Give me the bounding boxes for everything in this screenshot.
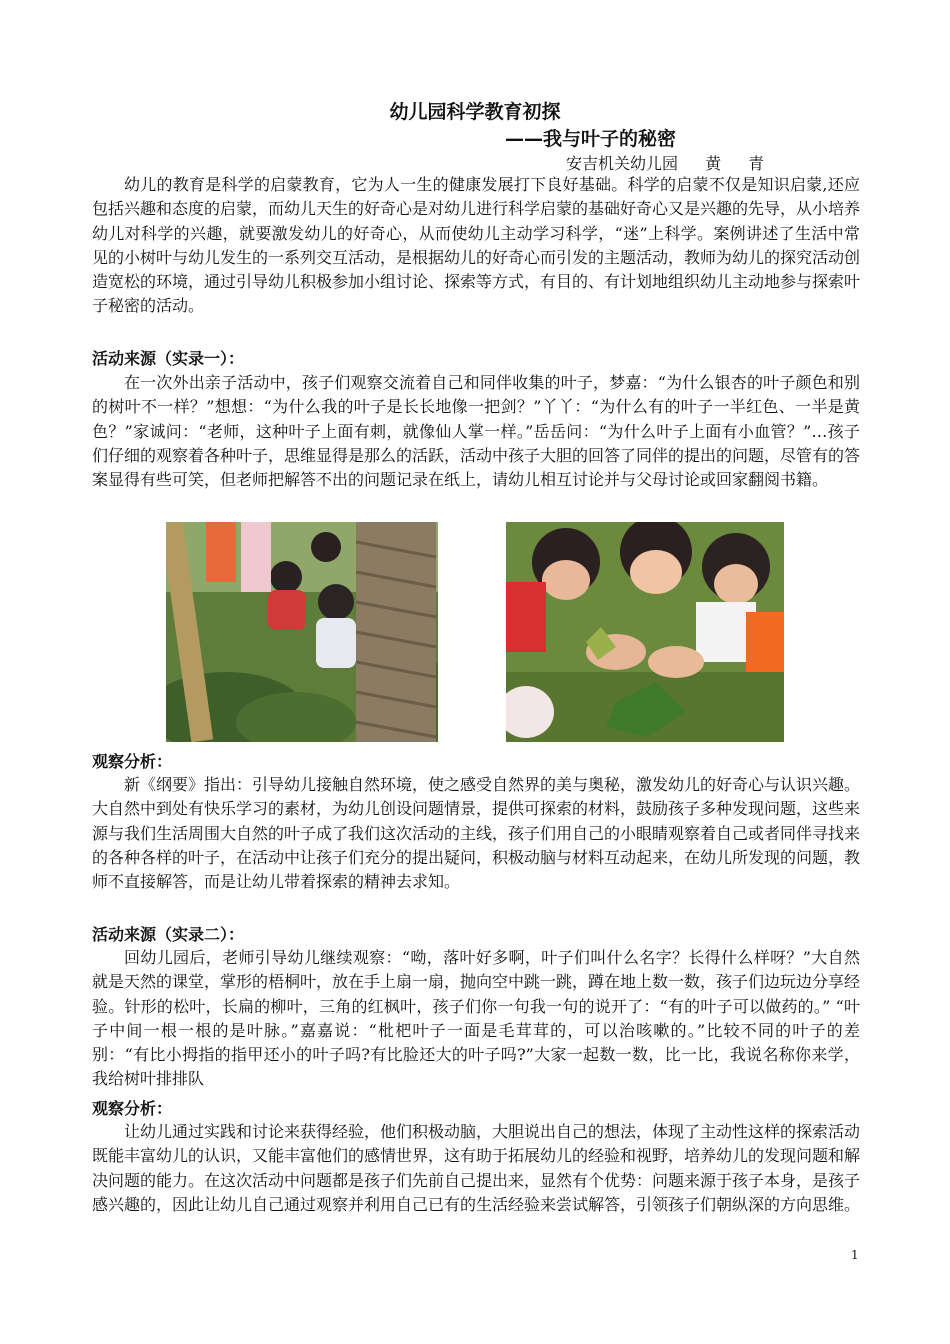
section1-paragraph [92, 371, 860, 492]
analysis1-heading: 观察分析： [92, 752, 173, 771]
intro-text: 幼儿的教育是科学的启蒙教育，它为人一生的健康发展打下良好基础。科学的启蒙不仅是知识启蒙,还应包括兴趣和态度的启蒙，而幼儿天生的好奇心是对幼儿进行科学启蒙的基础好奇心又是兴趣的先导，从小培养幼儿对科学的兴趣，就要激发幼儿的好奇心，从而使幼儿主动学习科学，“迷”上科学。案例讲述了生活中常见的小树叶与幼儿发生的一系列交互活动，是根据幼儿的好奇心而引发的主题活动，教师为幼儿的探究活动创造宽松的环境，通过引导幼儿积极参加小组讨论、探索等方式，有目的、有计划地组织幼儿主动地参与探索叶子秘密的活动。 [92, 175, 861, 316]
document-subtitle: ——我与叶子的秘密 [505, 128, 677, 150]
analysis2-paragraph [92, 1120, 860, 1217]
section1-text: 在一次外出亲子活动中，孩子们观察交流着自己和同伴收集的叶子，梦嘉：“为什么银杏的叶子颜色和别的树叶不一样？”想想：“为什么我的叶子是长长地像一把剑？”丫丫：“为什么有的叶子一半红色、一半是黄色？”家诚问：“老师，这种叶子上面有刺，就像仙人掌一样。”岳岳问：“为什么叶子上面有小血管？”…孩子们仔细的观察着各种叶子，思维显得是那么的活跃，活动中孩子大胆的回答了同伴的提出的问题，尽管有的答案显得有些可笑，但老师把解答不出的问题记录在纸上，请幼儿相互讨论并与父母讨论或回家翻阅书籍。 [92, 373, 861, 490]
photo-children-by-tree [166, 522, 438, 742]
analysis2-heading: 观察分析： [92, 1099, 173, 1118]
section2-text: 回幼儿园后，老师引导幼儿继续观察：“呦，落叶好多啊，叶子们叫什么名字？长得什么样呀？”大自然就是天然的课堂，掌形的梧桐叶，放在手上扇一扇，抛向空中跳一跳，蹲在地上数一数，孩子们边玩边分享经验。针形的松叶，长扁的柳叶，三角的红枫叶，孩子们你一句我一句的说开了：“有的叶子可以做药的。” “叶子中间一根一根的是叶脉。”嘉嘉说：“枇杷叶子一面是毛茸茸的，可以治咳嗽的。”比较不同的叶子的差别：“有比小拇指的指甲还小的叶子吗?有比脸还大的叶子吗?”大家一起数一数，比一比，我说名称你来学，我给树叶排排队 [92, 948, 861, 1089]
photo-children-examining-leaves-image [506, 522, 784, 742]
section2-heading: 活动来源（实录二）： [92, 925, 245, 944]
document-title: 幼儿园科学教育初探 [389, 101, 561, 123]
intro-paragraph [92, 173, 860, 319]
photo-children-by-tree-image [166, 522, 438, 742]
analysis1-paragraph [92, 773, 860, 894]
photo-children-examining-leaves [506, 522, 784, 742]
author-line: 安吉机关幼儿园 黄 青 [566, 154, 765, 173]
analysis2-text: 让幼儿通过实践和讨论来获得经验，他们积极动脑，大胆说出自己的想法，体现了主动性这样的探索活动既能丰富幼儿的认识，又能丰富他们的感情世界，这有助于拓展幼儿的经验和视野，培养幼儿的发现问题和解决问题的能力。在这次活动中问题都是孩子们先前自己提出来，显然有个优势：问题来源于孩子本身，是孩子感兴趣的，因此让幼儿自己通过观察并利用自己已有的生活经验来尝试解答，引领孩子们朝纵深的方向思维。 [92, 1122, 861, 1214]
section2-paragraph [92, 946, 860, 1092]
section1-heading: 活动来源（实录一）： [92, 349, 245, 368]
page-number: 1 [851, 1248, 859, 1262]
analysis1-text: 新《纲要》指出：引导幼儿接触自然环境，使之感受自然界的美与奥秘，激发幼儿的好奇心与认识兴趣。大自然中到处有快乐学习的素材，为幼儿创设问题情景，提供可探索的材料，鼓励孩子多种发现问题，这些来源与我们生活周围大自然的叶子成了我们这次活动的主线，孩子们用自己的小眼睛观察着自己或者同伴寻找来的各种各样的叶子，在活动中让孩子们充分的提出疑问，积极动脑与材料互动起来，在幼儿所发现的问题，教师不直接解答，而是让幼儿带着探索的精神去求知。 [92, 775, 861, 892]
